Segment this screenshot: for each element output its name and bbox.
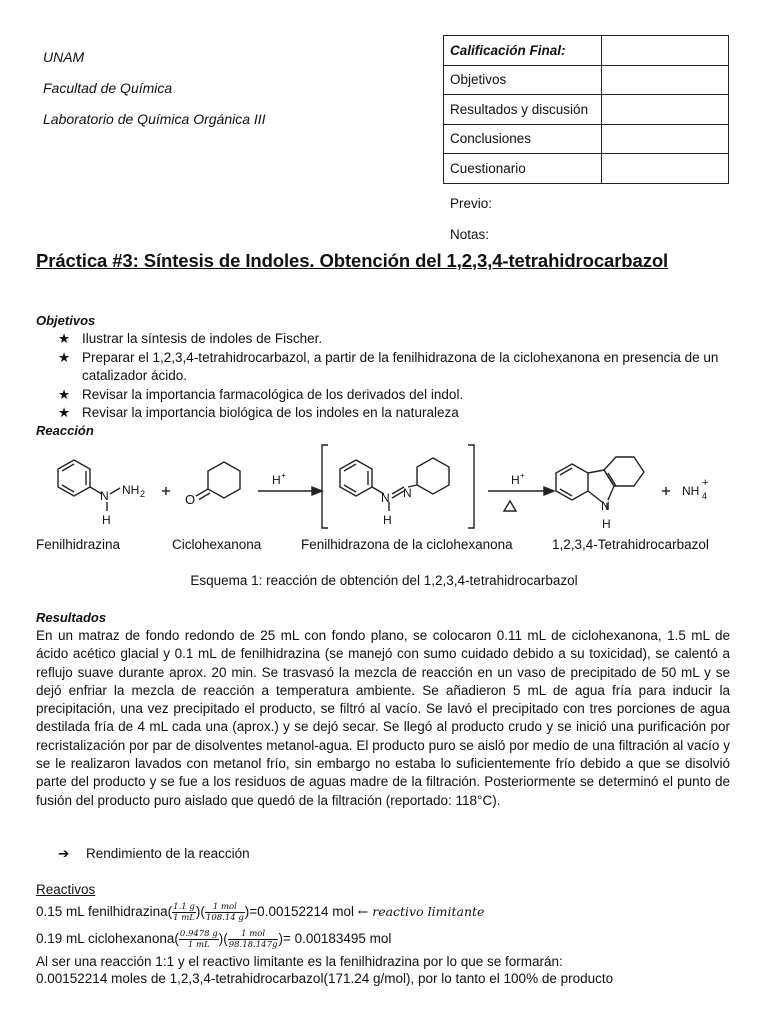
grade-box: [602, 36, 729, 66]
objetivo-text: Preparar el 1,2,3,4-tetrahidrocarbazol, a partir de la fenilhidrazona de la ciclohexanona en presencia de un catalizador ácido.: [82, 349, 719, 383]
star-icon: ★: [58, 405, 71, 420]
fraction: $\frac{1.1 g}{1 mL}$: [173, 902, 195, 923]
calc-ciclohexanona: 0.19 mL ciclohexanona( $\frac{0.9478 g}{1 mL}$ )( $\frac{\text{1 mol}}{98.18.147g}$ )= 0.00183495 mol: [36, 929, 392, 950]
list-item: [36, 386, 736, 405]
calc-prefix: 0.19 mL ciclohexanona(: [36, 931, 179, 947]
grade-label: Cuestionario: [444, 154, 602, 184]
notas-label: Notas:: [450, 227, 490, 242]
grades-row: [444, 124, 729, 154]
svg-text:N: N: [381, 491, 390, 505]
grade-label: Conclusiones: [444, 124, 602, 154]
svg-text:N: N: [601, 499, 610, 513]
grades-table: [443, 35, 729, 184]
svg-text:H: H: [602, 517, 611, 531]
fraction: $\frac{\text{1 mol}}{98.18.147g}$: [228, 929, 278, 950]
ammonium-ion: NH: [682, 484, 700, 498]
svg-text:+: +: [520, 471, 525, 480]
resultados-heading: Resultados: [36, 610, 107, 625]
svg-text:H: H: [383, 513, 392, 527]
svg-text:2: 2: [140, 489, 146, 499]
university-name: UNAM: [43, 49, 85, 65]
calc-result: =0.00152214 mol: [249, 904, 358, 920]
phenylhydrazine-structure: [58, 460, 120, 511]
scheme-caption: Esquema 1: reacción de obtención del 1,2,3,4-tetrahidrocarbazol: [190, 573, 578, 588]
svg-text:4: 4: [702, 491, 708, 501]
atom-o: O: [185, 492, 196, 507]
grades-row: [444, 95, 729, 125]
resultados-paragraph: En un matraz de fondo redondo de 25 mL con fondo plano, se colocaron 0.11 mL de ciclohexanona, 1.5 mL de ácido acético glacial y 0.1 mL de fenilhidrazina (se manejó con sumo cuidado debido a su toxicidad), se calentó a reflujo suave durante aprox. 20 min. Se trasvasó la mezcla de reacción en un vaso de precipitado de 50 mL y se dejó enfriar la mezcla de reacción a temperatura ambiente. Se añadieron 5 mL de agua fría para inducir la precipitación, una vez precipitado el producto, se filtró al vacío. Se lavó el precipitado con tres porciones de agua destilada fría de 4 mL cada una (aprox.) y se dejó secar. Se llegó al producto crudo y se inició una purificación por recristalización por par de disolventes metanol-agua. El producto puro se aisló por medio de una filtración al vacío y se le realizaron lavados con metanol frío, sin embargo no estaba lo suficientemente frío debido a que se disolvió parte del producto y se fue a los residuos de aguas madre de la filtración. Posteriormente se determinó el punto de fusión del producto puro aislado que quedó de la filtración (reportado: 118°C).: [36, 628, 730, 808]
rendimiento-label: Rendimiento de la reacción: [86, 846, 250, 861]
objetivo-text: Revisar la importancia farmacológica de los derivados del indol.: [82, 386, 464, 402]
grade-label: Resultados y discusión: [444, 95, 602, 125]
lab-name: Laboratorio de Química Orgánica III: [43, 111, 266, 127]
reactivos-heading: Reactivos: [36, 882, 96, 897]
rendimiento-item: [58, 846, 250, 862]
objetivos-list: [36, 330, 736, 423]
label-tetrahidrocarbazol: 1,2,3,4-Tetrahidrocarbazol: [552, 537, 709, 552]
fraction: $\frac{0.9478 g}{1 mL}$: [179, 929, 218, 950]
label-fenilhidrazina: Fenilhidrazina: [36, 537, 121, 552]
atom-nh2: NH: [122, 483, 140, 497]
grade-label-final: Calificación Final:: [444, 36, 602, 66]
label-ciclohexanona: Ciclohexanona: [172, 537, 262, 552]
reaction-scheme: [36, 440, 736, 535]
grades-row: [444, 36, 729, 66]
grade-box: [602, 154, 729, 184]
reactivos-text-1: Al ser una reacción 1:1 y el reactivo limitante es la fenilhidrazina por lo que se formarán:: [36, 954, 563, 969]
cyclohexanone-structure: [196, 462, 240, 500]
list-item: [36, 349, 736, 386]
svg-text:+: +: [702, 477, 709, 489]
svg-text:+: +: [281, 471, 286, 480]
star-icon: ★: [58, 349, 71, 365]
previo-label: Previo:: [450, 196, 493, 211]
atom-h: H: [102, 513, 111, 527]
grade-box: [602, 124, 729, 154]
svg-text:N: N: [403, 486, 412, 500]
page-title: Práctica #3: Síntesis de Indoles. Obtención del 1,2,3,4-tetrahidrocarbazol: [36, 250, 669, 271]
grade-box: [602, 95, 729, 125]
calc-prefix: 0.15 mL fenilhidrazina(: [36, 904, 173, 920]
calc-fenilhidrazina: 0.15 mL fenilhidrazina( $\frac{1.1 g}{1 mL}$ )( $\frac{\text{1 mol}}{108.14 g}$ )=0.00152214 mol ← reactivo limitante: [36, 902, 485, 923]
star-icon: ★: [58, 386, 71, 402]
atom-n: N: [100, 489, 109, 503]
star-icon: ★: [58, 331, 71, 346]
faculty-name: Facultad de Química: [43, 80, 173, 96]
svg-text:H: H: [511, 473, 520, 487]
grade-box: [602, 65, 729, 95]
reactivos-text-2: 0.00152214 moles de 1,2,3,4-tetrahidrocarbazol(171.24 g/mol), por lo tanto el 100% de producto: [36, 971, 614, 986]
acid-catalyst: H: [272, 473, 281, 487]
fraction: $\frac{\text{1 mol}}{108.14 g}$: [205, 902, 244, 923]
calc-note: ← reactivo limitante: [357, 904, 485, 920]
calc-result: = 0.00183495 mol: [282, 931, 392, 947]
objetivos-heading: Objetivos: [36, 313, 96, 328]
grades-row: [444, 65, 729, 95]
header-block: [43, 42, 266, 135]
tetrahydrocarbazole-structure: [556, 457, 644, 510]
objetivo-text: Ilustrar la síntesis de indoles de Fischer.: [82, 331, 323, 346]
label-fenilhidrazona: Fenilhidrazona de la ciclohexanona: [301, 537, 513, 552]
arrow-right-icon: ➔: [58, 846, 70, 861]
list-item: [36, 330, 736, 349]
grade-label: Objetivos: [444, 65, 602, 95]
list-item: [36, 404, 736, 423]
objetivo-text: Revisar la importancia biológica de los indoles en la naturaleza: [82, 405, 459, 420]
reaccion-heading: Reacción: [36, 423, 94, 438]
grades-row: [444, 154, 729, 184]
phenylhydrazone-structure: [340, 458, 449, 511]
